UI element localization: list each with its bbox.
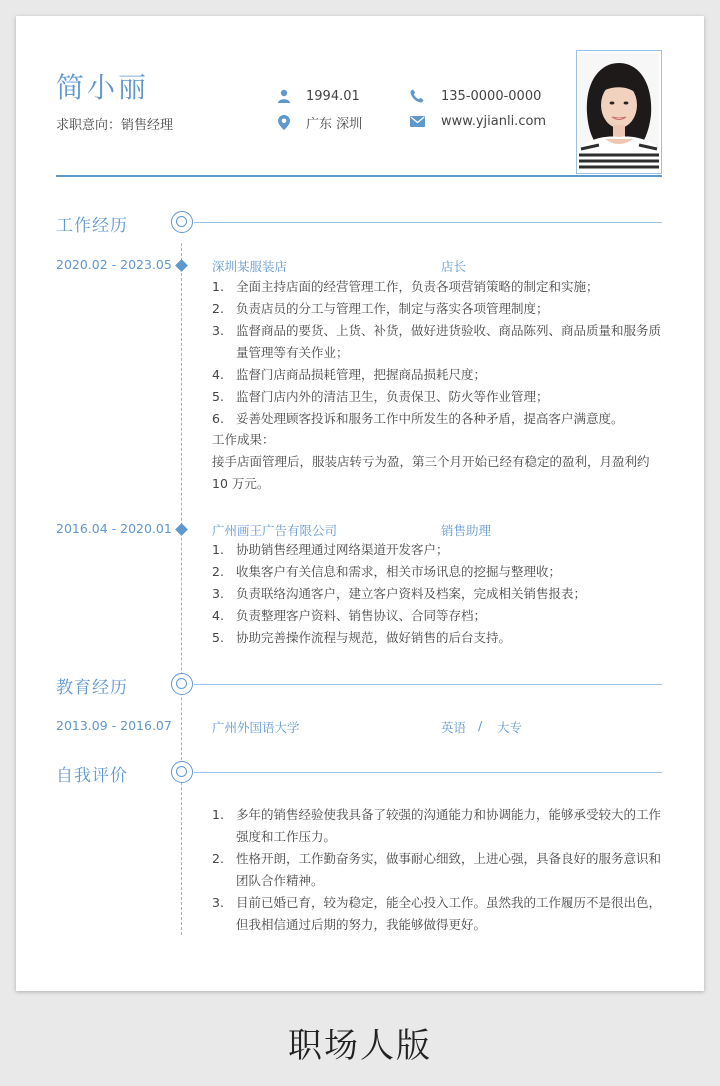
resume-page: [16, 16, 704, 991]
edu-separator: /: [478, 718, 483, 733]
timeline-diamond-icon: [175, 259, 188, 272]
list-item: 6. 妥善处理顾客投诉和服务工作中所发生的各种矛盾，提高客户满意度。: [212, 411, 624, 426]
self-eval-list: [212, 804, 662, 936]
timeline-diamond-icon: [175, 523, 188, 536]
birth-date: 1994.01: [306, 88, 360, 104]
list-item: 5. 监督门店内外的清洁卫生，负责保卫、防火等作业管理；: [212, 389, 549, 404]
job-company: 广州画王广告有限公司: [212, 523, 338, 538]
job-intent: 求职意向：销售经理: [56, 118, 174, 133]
edu-major: 英语: [441, 720, 467, 735]
edu-date: 2013.09 - 2016.07: [56, 718, 172, 733]
job-role: 销售助理: [441, 523, 492, 538]
job-role: 店长: [441, 259, 467, 274]
job-company: 深圳某服装店: [212, 259, 288, 274]
list-item: 4. 监督门店商品损耗管理，把握商品损耗尺度；: [212, 367, 487, 382]
timeline-line: [181, 243, 182, 935]
edu-degree: 大专: [497, 720, 523, 735]
section-marker-icon: [171, 211, 193, 233]
list-item: 1. 协助销售经理通过网络渠道开发客户；: [212, 542, 449, 557]
section-rule: [194, 684, 662, 685]
list-item: 3. 负责联络沟通客户，建立客户资料及档案，完成相关销售报表；: [212, 586, 587, 601]
version-caption: 职场人版: [288, 1026, 432, 1066]
result-text: 接手店面管理后，服装店转亏为盈，第三个月开始已经有稳定的盈利，月盈利约10 万元。: [212, 454, 650, 491]
list-item: 2. 收集客户有关信息和需求，相关市场讯息的挖掘与整理收；: [212, 564, 562, 579]
job-duties: [212, 539, 662, 649]
section-rule: [194, 772, 662, 773]
list-item: 3. 目前已婚已育，较为稳定，能全心投入工作。虽然我的工作履历不是很出色，但我相信通过后期的努力，我能够做得更好。: [212, 895, 662, 932]
person-icon: [276, 88, 292, 104]
birth-info: [276, 88, 360, 104]
result-label: 工作成果：: [212, 432, 275, 447]
candidate-name: 简小丽: [56, 71, 150, 104]
list-item: 2. 负责店员的分工与管理工作，制定与落实各项管理制度；: [212, 301, 549, 316]
location-pin-icon: [276, 115, 292, 131]
section-title-education: 教育经历: [56, 678, 128, 698]
list-item: 2. 性格开朗，工作勤奋务实，做事耐心细致，上进心强，具备良好的服务意识和团队合作精神。: [212, 851, 662, 888]
mail-icon: [409, 113, 425, 129]
job-date: 2016.04 - 2020.01: [56, 521, 172, 536]
profile-photo: [579, 53, 659, 171]
section-marker-icon: [171, 761, 193, 783]
location-info: [276, 113, 362, 132]
header-divider: [56, 175, 662, 177]
phone-number: 135-0000-0000: [441, 88, 542, 104]
section-title-work: 工作经历: [56, 216, 128, 236]
website: www.yjianli.com: [441, 113, 547, 129]
job-date: 2020.02 - 2023.05: [56, 257, 172, 272]
list-item: 4. 负责整理客户资料、销售协议、合同等存档；: [212, 608, 487, 623]
list-item: 1. 多年的销售经验使我具备了较强的沟通能力和协调能力，能够承受较大的工作强度和工作压力。: [212, 807, 662, 844]
location: 广东 深圳: [306, 117, 363, 132]
website-info: [409, 113, 546, 129]
section-title-self: 自我评价: [56, 766, 128, 786]
profile-photo-frame: [576, 50, 662, 174]
phone-info: [409, 88, 541, 104]
phone-icon: [409, 88, 425, 104]
list-item: 1. 全面主持店面的经营管理工作，负责各项营销策略的制定和实施；: [212, 279, 599, 294]
job-duties: [212, 276, 662, 430]
list-item: 5. 协助完善操作流程与规范，做好销售的后台支持。: [212, 630, 512, 645]
edu-school: 广州外国语大学: [212, 720, 300, 735]
section-rule: [194, 222, 662, 223]
list-item: 3. 监督商品的要货、上货、补货，做好进货验收、商品陈列、商品质量和服务质量管理等有关作业；: [212, 323, 662, 360]
section-marker-icon: [171, 673, 193, 695]
